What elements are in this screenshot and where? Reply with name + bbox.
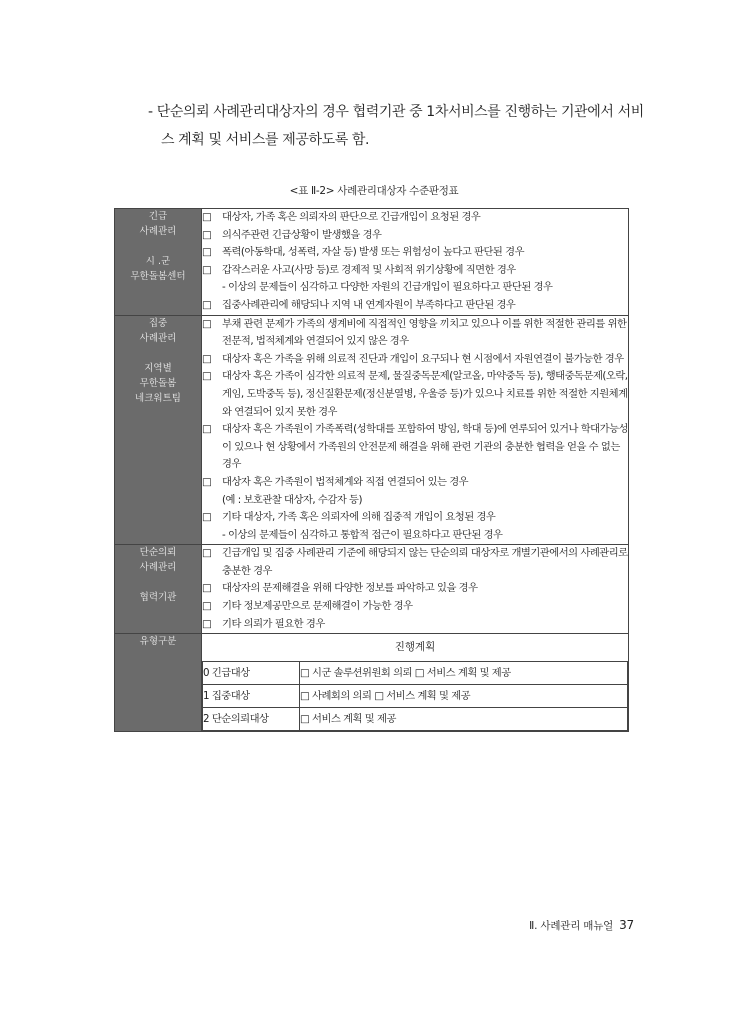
plan-type: 0 긴급대상 <box>203 662 300 685</box>
intro-paragraph <box>148 98 648 154</box>
level-judgement-table <box>114 208 629 732</box>
plan-row <box>203 708 628 731</box>
category-cell <box>115 209 202 316</box>
checkbox-icon: □ <box>202 352 212 365</box>
criteria-item: □ 긴급개입 및 집중 사례관리 기준에 해당되지 않는 단순의뢰 대상자로 개별기관에서의 사례관리로 충분한 경우 <box>202 547 628 577</box>
checkbox-icon: □ <box>202 582 212 595</box>
plan-header: 진행계획 <box>394 641 436 654</box>
criteria-cell <box>202 315 629 545</box>
agency-label: 시 .군 <box>145 256 171 267</box>
criteria-cell <box>202 545 629 634</box>
category-cell <box>115 634 202 732</box>
criteria-item: □ 대상자, 가족 혹은 의뢰자의 판단으로 긴급개입이 요청된 경우 <box>202 209 628 227</box>
page-footer <box>529 918 634 933</box>
table-row-type <box>115 634 629 732</box>
checkbox-icon: □ <box>202 246 212 259</box>
agency-label: 협력기관 <box>139 592 177 604</box>
plan-table <box>202 661 628 731</box>
category-label: 집중 <box>148 317 168 329</box>
criteria-item: □ 폭력(아동학대, 성폭력, 자살 등) 발생 또는 위험성이 높다고 판단된 경우 <box>202 244 628 262</box>
checkbox-icon: □ <box>202 617 212 630</box>
checkbox-icon: □ <box>202 423 212 436</box>
criteria-item: □ 기타 대상자, 가족 혹은 의뢰자에 의해 집중적 개입이 요청된 경우 <box>202 509 628 527</box>
category-label: 단순의뢰 <box>139 547 177 559</box>
checkbox-icon: □ <box>202 211 212 223</box>
plan-type: 2 단순의뢰대상 <box>203 708 300 731</box>
criteria-item: □ 대상자 혹은 가족이 심각한 의료적 문제, 물질중독문제(알코올, 마약중독 등), 행태중독문제(오락, 게임, 도박중독 등), 정신질환문제(정신분열병, 우울증 등)가 있으나 치료를 위한 적절한 지원체계와 연결되어 있지 못한 경우 <box>202 370 628 418</box>
plan-action: □ 시군 솔루션위원회 의뢰 □ 서비스 계획 및 제공 <box>300 662 628 685</box>
checkbox-icon: □ <box>202 228 212 241</box>
checkbox-icon: □ <box>202 475 212 488</box>
criteria-item: □ 집중사례관리에 해당되나 지역 내 연계자원이 부족하다고 판단된 경우 <box>202 297 628 315</box>
checkbox-icon: □ <box>202 600 212 613</box>
criteria-note: (예 : 보호관찰 대상자, 수감자 등) <box>222 493 363 506</box>
checkbox-icon: □ <box>202 370 212 383</box>
criteria-item: □ 갑작스러운 사고(사망 등)로 경제적 및 사회적 위기상황에 직면한 경우 <box>202 262 628 280</box>
intro-line-2: 스 계획 및 서비스를 제공하도록 함. <box>161 132 370 148</box>
criteria-cell <box>202 209 629 316</box>
agency-label: 네크워트팀 <box>135 392 181 404</box>
checkbox-icon: □ <box>202 298 212 311</box>
plan-type: 1 집중대상 <box>203 685 300 708</box>
agency-label: 무한돌봄 <box>139 377 177 389</box>
checkbox-icon: □ <box>202 263 212 276</box>
plan-row <box>203 662 628 685</box>
criteria-item: □ 대상자 혹은 가족을 위해 의료적 진단과 개입이 요구되나 현 시점에서 자원연결이 불가능한 경우 <box>202 351 628 369</box>
plan-cell <box>202 634 629 732</box>
table-caption: <표 Ⅱ-2> 사례관리대상자 수준판정표 <box>289 185 459 197</box>
page-number: 37 <box>619 918 634 932</box>
footer-section-title: Ⅱ. 사례관리 매뉴얼 <box>529 920 614 932</box>
checkbox-icon: □ <box>202 317 212 330</box>
criteria-item: □ 대상자 혹은 가족원이 법적체계와 직접 연결되어 있는 경우 <box>202 474 628 492</box>
criteria-note: - 이상의 문제들이 심각하고 다양한 자원의 긴급개입이 필요하다고 판단된 경우 <box>222 281 553 294</box>
table-row-emergency <box>115 209 629 316</box>
checkbox-icon: □ <box>202 511 212 524</box>
agency-label: 무한돌봄센터 <box>130 271 186 282</box>
criteria-item: □ 대상자 혹은 가족원이 가족폭력(성학대를 포함하여 방임, 학대 등)에 연루되어 있거나 학대가능성이 있으나 현 상황에서 가족원의 안전문제 해결을 위해 관련 기관의 충분한 협력을 얻을 수 없는 경우 <box>202 423 628 471</box>
category-label: 긴급 <box>148 211 168 222</box>
plan-action: □ 사례회의 의뢰 □ 서비스 계획 및 제공 <box>300 685 628 708</box>
checkbox-icon: □ <box>202 547 212 560</box>
plan-action: □ 서비스 계획 및 제공 <box>300 708 628 731</box>
category-label: 사례관리 <box>139 332 177 344</box>
category-cell <box>115 315 202 545</box>
plan-row <box>203 685 628 708</box>
table-row-simple-referral <box>115 545 629 634</box>
criteria-item: □ 의식주관련 긴급상황이 발생했을 경우 <box>202 227 628 245</box>
category-cell <box>115 545 202 634</box>
category-label: 유형구분 <box>139 636 177 648</box>
agency-label: 지역별 <box>144 362 172 374</box>
intro-line-1: - 단순의뢰 사례관리대상자의 경우 협력기관 중 1차서비스를 진행하는 기관에서 서비 <box>148 104 644 120</box>
criteria-note: - 이상의 문제들이 심각하고 통합적 접근이 필요하다고 판단된 경우 <box>222 528 503 541</box>
category-label: 사례관리 <box>139 226 177 237</box>
criteria-item: □ 부채 관련 문제가 가족의 생계비에 직접적인 영향을 끼치고 있으나 이를 위한 적절한 관리를 위한 전문적, 법적체계와 연결되어 있지 않은 경우 <box>202 317 627 348</box>
category-label: 사례관리 <box>139 562 177 574</box>
table-row-intensive <box>115 315 629 545</box>
criteria-item: □ 기타 의뢰가 필요한 경우 <box>202 616 628 634</box>
criteria-item: □ 기타 정보제공만으로 문제해결이 가능한 경우 <box>202 598 628 616</box>
criteria-item: □ 대상자의 문제해결을 위해 다양한 정보를 파악하고 있을 경우 <box>202 580 628 598</box>
